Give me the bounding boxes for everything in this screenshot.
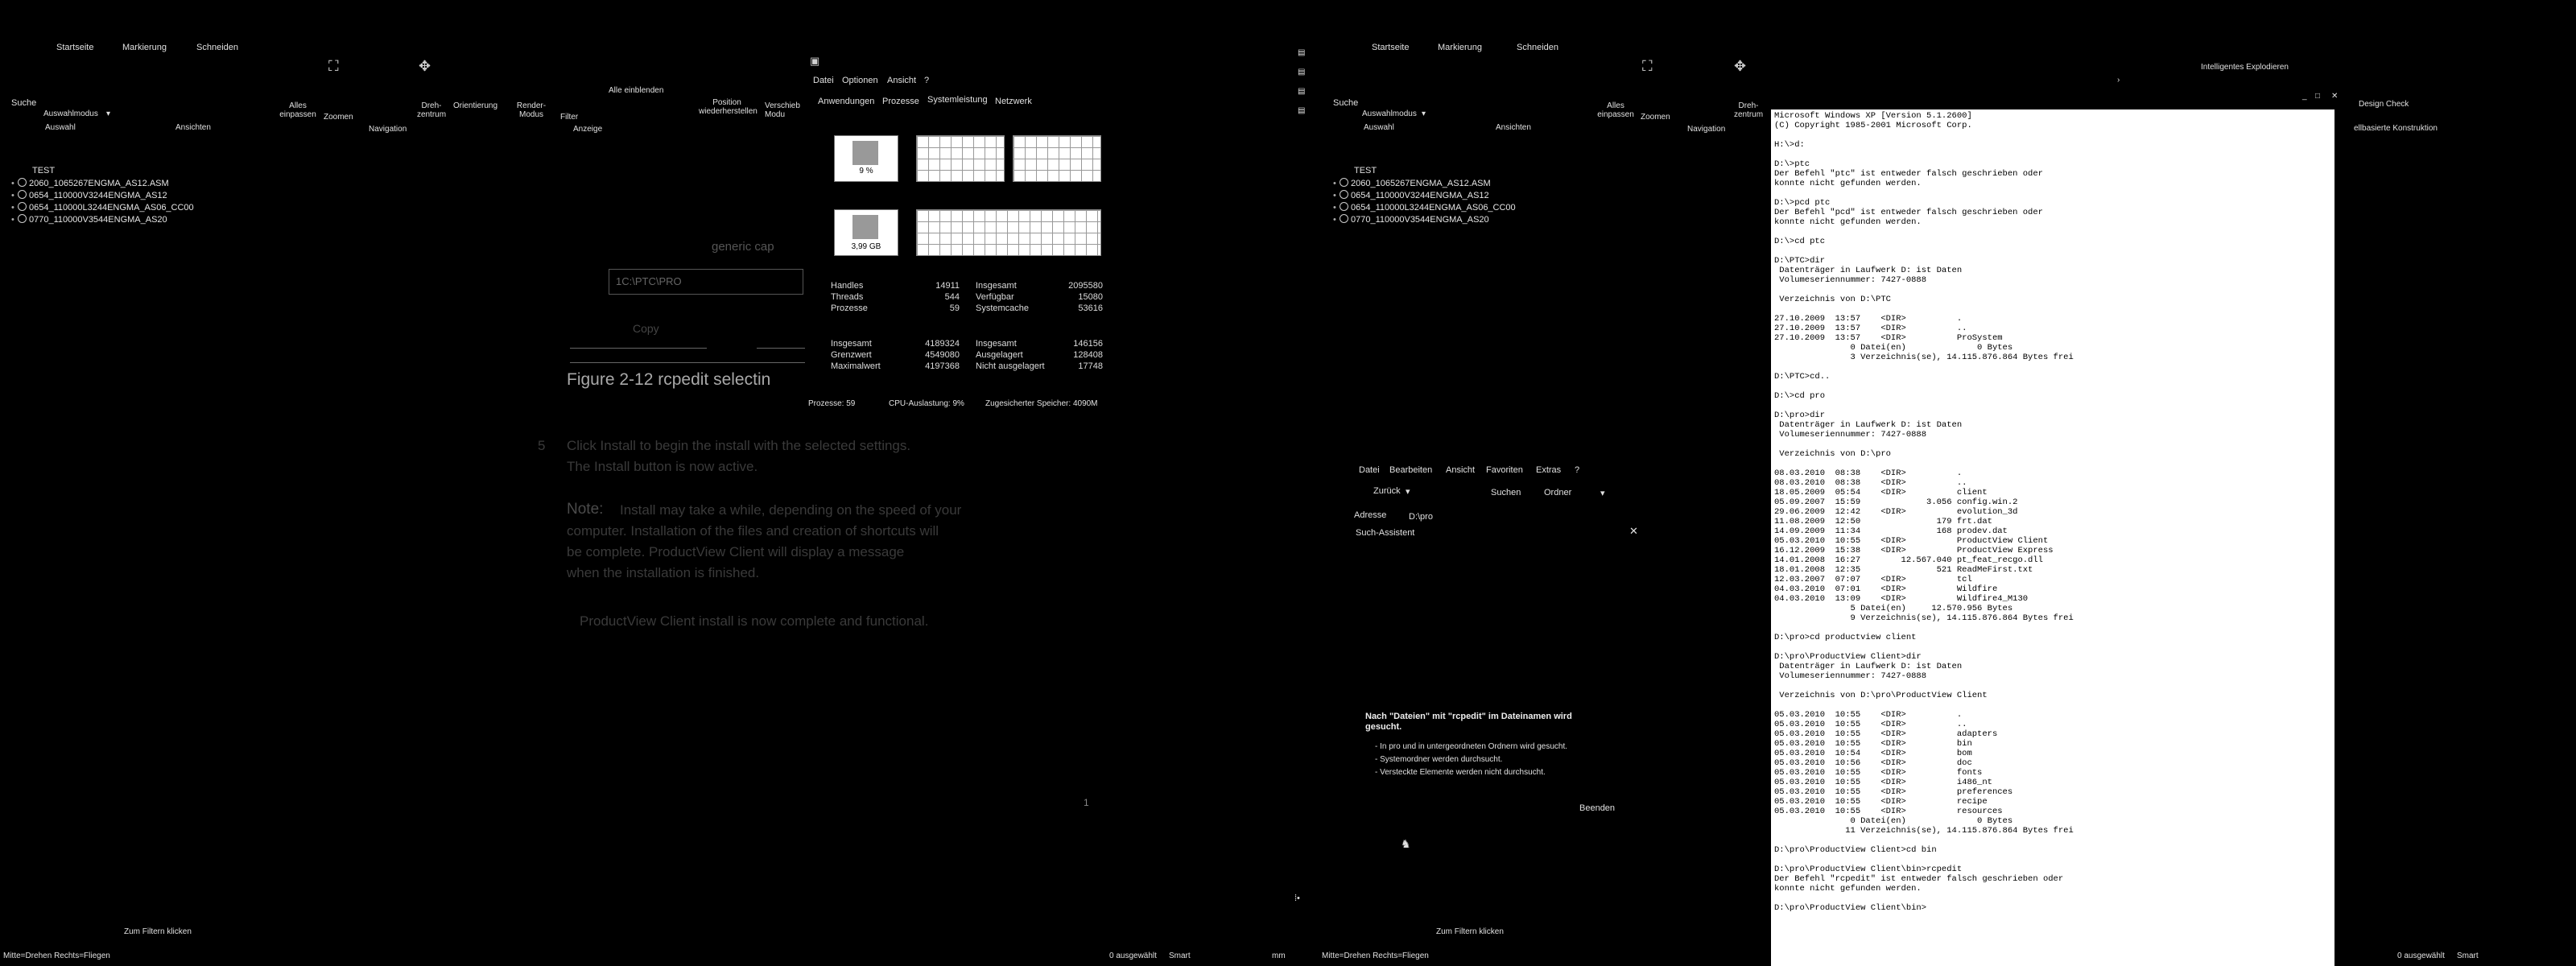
tree-item-label: 0654_110000L3244ENGMA_AS06_CC00 bbox=[1351, 203, 1516, 213]
search-label[interactable]: Suche bbox=[1333, 98, 1359, 108]
value: 14911 bbox=[935, 281, 960, 291]
console-line: D:\>cd ptc bbox=[1774, 237, 1826, 246]
selection-group-label: Auswahl bbox=[45, 123, 76, 132]
assembly-icon bbox=[18, 190, 27, 199]
console-line: 14.09.2009 11:34 168 prodev.dat bbox=[1774, 526, 2008, 536]
status-commit: Zugesicherter Speicher: 4090M bbox=[985, 399, 1098, 408]
fit-all-icon[interactable]: ⛶ bbox=[1642, 58, 1653, 74]
quick-access-icon[interactable]: ▤ bbox=[1298, 87, 1306, 96]
spin-center-button[interactable]: Dreh-zentrum bbox=[1733, 101, 1764, 119]
console-line: Der Befehl "ptc" ist entweder falsch geschrieben oder bbox=[1774, 169, 2043, 179]
console-line: 0 Datei(en) 0 Bytes bbox=[1774, 343, 2013, 353]
address-label: Adresse bbox=[1354, 510, 1387, 520]
console-line: D:\pro\ProductView Client\bin>rcpedit bbox=[1774, 865, 1963, 874]
console-line bbox=[1774, 681, 2331, 691]
chevron-down-icon[interactable]: ▾ bbox=[106, 109, 111, 118]
tree-item[interactable]: • 2060_1065267ENGMA_AS12.ASM bbox=[11, 179, 169, 188]
assembly-icon bbox=[18, 214, 27, 223]
cpu-usage-box bbox=[834, 135, 898, 182]
search-assistant-title: Such-Assistent bbox=[1356, 528, 1415, 538]
ribbon-tab-startseite[interactable]: Startseite bbox=[1372, 43, 1410, 52]
note-text: computer. Installation of the files and creation of shortcuts will bbox=[567, 523, 939, 539]
show-all-button[interactable]: Alle einblenden bbox=[609, 86, 664, 95]
status-bar-left: Mitte=Drehen Rechts=Fliegen bbox=[3, 952, 110, 960]
assembly-icon bbox=[1340, 190, 1348, 199]
menu-extras[interactable]: Extras bbox=[1536, 465, 1562, 475]
value: 15080 bbox=[1078, 292, 1103, 302]
console-line: 18.01.2008 12:35 521 ReadMeFirst.txt bbox=[1774, 565, 2033, 575]
memory-bar bbox=[852, 215, 878, 239]
console-line: 05.03.2010 10:55 <DIR> . bbox=[1774, 710, 1963, 720]
fit-all-button[interactable]: Alles einpassen bbox=[1597, 101, 1634, 119]
views-group-label: Ansichten bbox=[175, 123, 211, 132]
commit-charge-table bbox=[831, 338, 960, 372]
status-cpu: CPU-Auslastung: 9% bbox=[889, 399, 964, 408]
tree-item[interactable]: • 0654_110000V3244ENGMA_AS12 bbox=[11, 191, 167, 200]
console-line: Volumeseriennummer: 7427-0888 bbox=[1774, 430, 1927, 440]
spin-center-button[interactable]: Dreh-zentrum bbox=[416, 101, 447, 119]
console-line: konnte nicht gefunden werden. bbox=[1774, 217, 1922, 227]
label: Insgesamt bbox=[976, 281, 1017, 291]
console-line: 5 Datei(en) 12.570.956 Bytes bbox=[1774, 604, 2013, 613]
navigation-group-label: Navigation bbox=[1687, 125, 1726, 134]
address-input[interactable]: D:\pro bbox=[1409, 512, 1433, 522]
figure-caption: Figure 2-12 rcpedit selectin bbox=[567, 370, 771, 389]
console-line: 27.10.2009 13:57 <DIR> .. bbox=[1774, 324, 1967, 333]
tree-item-label: 0654_110000V3244ENGMA_AS12 bbox=[1351, 191, 1489, 200]
console-line bbox=[1774, 836, 2331, 845]
tree-item[interactable]: • 0654_110000L3244ENGMA_AS06_CC00 bbox=[11, 203, 194, 213]
memory-history-graph bbox=[916, 209, 1101, 256]
console-line: Datenträger in Laufwerk D: ist Daten bbox=[1774, 266, 1963, 275]
menu-datei[interactable]: Datei bbox=[1359, 465, 1380, 475]
orientation-button[interactable]: Orientierung bbox=[453, 101, 498, 110]
note-text: be complete. ProductView Client will display a message bbox=[567, 544, 905, 559]
value: 128408 bbox=[1073, 350, 1103, 360]
chevron-down-icon[interactable]: ▾ bbox=[1406, 487, 1410, 497]
console-line: 05.03.2010 10:54 <DIR> bom bbox=[1774, 749, 1972, 758]
console-line bbox=[1774, 700, 2331, 710]
console-line bbox=[1774, 623, 2331, 633]
label: Prozesse bbox=[831, 303, 868, 313]
status-selected: 0 ausgewählt bbox=[1109, 952, 1157, 960]
assembly-icon bbox=[1340, 202, 1348, 211]
tree-item-label: 2060_1065267ENGMA_AS12.ASM bbox=[29, 179, 169, 188]
cpu-history-graph bbox=[916, 135, 1005, 182]
assembly-icon bbox=[18, 202, 27, 211]
console-line: 05.03.2010 10:55 <DIR> bin bbox=[1774, 739, 1972, 749]
render-mode-button[interactable]: Render-Modus bbox=[516, 101, 547, 119]
console-line bbox=[1774, 401, 2331, 411]
note-text: Install may take a while, depending on the speed of your bbox=[620, 502, 962, 518]
maximize-icon[interactable]: □ bbox=[2315, 92, 2321, 101]
search-button[interactable]: Suchen bbox=[1491, 488, 1521, 497]
label: Grenzwert bbox=[831, 350, 872, 360]
ribbon-tab-schneiden[interactable]: Schneiden bbox=[196, 43, 238, 52]
value: 4189324 bbox=[925, 339, 960, 349]
search-result-item: - Systemordner werden durchsucht. bbox=[1375, 755, 1503, 764]
selection-mode-dropdown[interactable]: Auswahlmodus bbox=[43, 109, 98, 118]
console-line: 16.12.2009 15:38 <DIR> ProductView Express bbox=[1774, 546, 2054, 555]
step-number: 5 bbox=[538, 438, 546, 453]
tab-anwendungen[interactable]: Anwendungen bbox=[818, 97, 875, 106]
chevron-down-icon[interactable]: ▾ bbox=[1600, 489, 1605, 498]
ribbon-tab-schneiden[interactable]: Schneiden bbox=[1517, 43, 1558, 52]
console-line: Verzeichnis von D:\pro bbox=[1774, 449, 1891, 459]
cpu-usage-label: 9 % bbox=[859, 167, 873, 175]
label: Threads bbox=[831, 292, 864, 302]
assembly-icon bbox=[1340, 178, 1348, 187]
console-line: 11 Verzeichnis(se), 14.115.876.864 Bytes frei bbox=[1774, 826, 2074, 836]
tree-root[interactable]: TEST bbox=[1354, 166, 1377, 175]
console-line: 05.03.2010 10:55 <DIR> preferences bbox=[1774, 787, 2013, 797]
console-line: 05.03.2010 10:55 <DIR> fonts bbox=[1774, 768, 1983, 778]
filter-hint[interactable]: Zum Filtern klicken bbox=[124, 927, 192, 936]
value: 4549080 bbox=[925, 350, 960, 360]
folders-button[interactable]: Ordner bbox=[1544, 488, 1572, 497]
console-line: 04.03.2010 07:01 <DIR> Wildfire bbox=[1774, 584, 1998, 594]
close-icon[interactable]: ✕ bbox=[2331, 92, 2339, 101]
console-line: 08.03.2010 08:38 <DIR> .. bbox=[1774, 478, 1967, 488]
console-line: D:\pro\ProductView Client\bin> bbox=[1774, 903, 1927, 913]
fit-all-icon[interactable]: ⛶ bbox=[328, 58, 339, 74]
status-selected: 0 ausgewählt bbox=[2397, 952, 2445, 960]
cpu-bar bbox=[852, 141, 878, 165]
console-line: D:\pro\ProductView Client>dir bbox=[1774, 652, 1922, 662]
label: Ausgelagert bbox=[976, 350, 1023, 360]
console-line: H:\>d: bbox=[1774, 140, 1805, 150]
quick-access-icon[interactable]: ▤ bbox=[1298, 48, 1306, 57]
console-line: 05.03.2010 10:55 <DIR> ProductView Client bbox=[1774, 536, 2049, 546]
console-line: D:\>cd pro bbox=[1774, 391, 1826, 401]
console-line: D:\PTC>dir bbox=[1774, 256, 1826, 266]
command-prompt[interactable] bbox=[1771, 109, 2334, 966]
tree-item[interactable]: • 0654_110000L3244ENGMA_AS06_CC00 bbox=[1333, 203, 1516, 213]
status-units: mm bbox=[1272, 952, 1286, 960]
console-line bbox=[1774, 855, 2331, 865]
console-line: 05.03.2010 10:56 <DIR> doc bbox=[1774, 758, 1972, 768]
console-line bbox=[1774, 130, 2331, 140]
cell-construction-label: ellbasierte Konstruktion bbox=[2354, 124, 2438, 133]
back-button[interactable]: Zurück bbox=[1373, 486, 1401, 496]
spin-center-icon[interactable]: ✥ bbox=[1734, 58, 1747, 74]
chevron-down-icon[interactable]: ▾ bbox=[1422, 109, 1426, 118]
menu-favoriten[interactable]: Favoriten bbox=[1486, 465, 1523, 475]
task-manager-icon: ▣ bbox=[810, 55, 820, 67]
console-line: Der Befehl "rcpedit" ist entweder falsch geschrieben oder bbox=[1774, 874, 2064, 884]
ribbon-tab-markierung[interactable]: Markierung bbox=[122, 43, 167, 52]
step-text-2: The Install button is now active. bbox=[567, 459, 758, 474]
search-dog-icon: ♞ bbox=[1401, 837, 1411, 850]
menu-help[interactable]: ? bbox=[1575, 465, 1580, 475]
display-group-label: Anzeige bbox=[573, 125, 603, 134]
label: Insgesamt bbox=[976, 339, 1017, 349]
console-line: D:\pro>cd productview client bbox=[1774, 633, 1917, 642]
console-line: D:\PTC>cd.. bbox=[1774, 372, 1831, 382]
tree-item[interactable]: • 0770_110000V3544ENGMA_AS20 bbox=[1333, 215, 1489, 225]
menu-ansicht[interactable]: Ansicht bbox=[887, 76, 917, 85]
label: Insgesamt bbox=[831, 339, 872, 349]
console-line bbox=[1774, 150, 2331, 159]
spin-center-icon[interactable]: ✥ bbox=[419, 58, 431, 74]
menu-datei[interactable]: Datei bbox=[813, 76, 834, 85]
page-mark: 1 bbox=[1084, 797, 1089, 808]
selection-group-label: Auswahl bbox=[1364, 123, 1394, 132]
console-line: 3 Verzeichnis(se), 14.115.876.864 Bytes frei bbox=[1774, 353, 2074, 362]
physical-memory-table bbox=[976, 280, 1103, 314]
console-line: D:\pro>dir bbox=[1774, 411, 1826, 420]
totals-table bbox=[831, 280, 960, 314]
console-line: D:\pro\ProductView Client>cd bin bbox=[1774, 845, 1937, 855]
divider bbox=[757, 348, 805, 349]
tab-netzwerk[interactable]: Netzwerk bbox=[995, 97, 1032, 106]
label: Nicht ausgelagert bbox=[976, 361, 1045, 371]
chevron-right-icon[interactable]: › bbox=[2117, 76, 2120, 85]
doc-input-box bbox=[609, 269, 803, 295]
menu-ansicht[interactable]: Ansicht bbox=[1446, 465, 1476, 475]
label: Verfügbar bbox=[976, 292, 1014, 302]
console-line: konnte nicht gefunden werden. bbox=[1774, 179, 1922, 188]
smart-explode-button[interactable]: Intelligentes Explodieren bbox=[2201, 63, 2289, 72]
console-line: 05.03.2010 10:55 <DIR> i486_nt bbox=[1774, 778, 1992, 787]
console-line: D:\>pcd ptc bbox=[1774, 198, 1831, 208]
console-line: 27.10.2009 13:57 <DIR> ProSystem bbox=[1774, 333, 2003, 343]
console-line bbox=[1774, 459, 2331, 469]
zoom-button[interactable]: Zoomen bbox=[324, 113, 353, 122]
label: Maximalwert bbox=[831, 361, 881, 371]
console-line: Volumeseriennummer: 7427-0888 bbox=[1774, 275, 1927, 285]
step-text: Click Install to begin the install with the selected settings. bbox=[567, 438, 911, 453]
console-line bbox=[1774, 362, 2331, 372]
console-line bbox=[1774, 304, 2331, 314]
console-line: 29.06.2009 12:42 <DIR> evolution_3d bbox=[1774, 507, 2018, 517]
tab-systemleistung[interactable]: Systemleistung bbox=[927, 95, 988, 105]
tree-item-label: 2060_1065267ENGMA_AS12.ASM bbox=[1351, 179, 1491, 188]
search-result-item: - Versteckte Elemente werden nicht durchsucht. bbox=[1375, 768, 1546, 777]
console-line: 04.03.2010 13:09 <DIR> Wildfire4_M130 bbox=[1774, 594, 2029, 604]
tree-root[interactable]: TEST bbox=[32, 166, 56, 175]
kernel-memory-table bbox=[976, 338, 1103, 372]
console-line: (C) Copyright 1985-2001 Microsoft Corp. bbox=[1774, 121, 1972, 130]
tree-item[interactable]: • 2060_1065267ENGMA_AS12.ASM bbox=[1333, 179, 1491, 188]
divider bbox=[570, 348, 707, 349]
value: 17748 bbox=[1078, 361, 1103, 371]
doc-fragment: generic cap bbox=[712, 240, 774, 254]
status-smart: Smart bbox=[1169, 952, 1191, 960]
move-mode-button[interactable]: Verschieb Modu bbox=[765, 101, 800, 119]
note-text: when the installation is finished. bbox=[567, 565, 760, 580]
console-line: 18.05.2009 05:54 <DIR> client bbox=[1774, 488, 1988, 497]
filter-hint[interactable]: Zum Filtern klicken bbox=[1436, 927, 1504, 936]
console-line: 0 Datei(en) 0 Bytes bbox=[1774, 816, 2013, 826]
tab-prozesse[interactable]: Prozesse bbox=[882, 97, 919, 106]
console-line: 12.03.2007 07:07 <DIR> tcl bbox=[1774, 575, 1972, 584]
filter-button[interactable]: Filter bbox=[560, 113, 579, 122]
tree-item-label: 0654_110000L3244ENGMA_AS06_CC00 bbox=[29, 203, 194, 213]
console-line bbox=[1774, 246, 2331, 256]
console-line: 05.09.2007 15:59 3.056 config.win.2 bbox=[1774, 497, 2018, 507]
value: 59 bbox=[949, 303, 960, 313]
console-line: 08.03.2010 08:38 <DIR> . bbox=[1774, 469, 1963, 478]
console-line: 9 Verzeichnis(se), 14.115.876.864 Bytes frei bbox=[1774, 613, 2074, 623]
label: Handles bbox=[831, 281, 864, 291]
memory-usage-label: 3,99 GB bbox=[851, 242, 881, 251]
menu-optionen[interactable]: Optionen bbox=[842, 76, 878, 85]
status-bar-left: Mitte=Drehen Rechts=Fliegen bbox=[1322, 952, 1429, 960]
tree-item-label: 0770_110000V3544ENGMA_AS20 bbox=[1351, 215, 1489, 225]
menu-bearbeiten[interactable]: Bearbeiten bbox=[1389, 465, 1433, 475]
tree-item[interactable]: • 0770_110000V3544ENGMA_AS20 bbox=[11, 215, 167, 225]
console-line: 11.08.2009 12:50 179 frt.dat bbox=[1774, 517, 1992, 526]
fit-all-button[interactable]: Alles einpassen bbox=[279, 101, 316, 119]
doc-field: Copy bbox=[633, 322, 659, 335]
ribbon-tab-markierung[interactable]: Markierung bbox=[1438, 43, 1483, 52]
design-check-button[interactable]: Design Check bbox=[2359, 100, 2409, 109]
value: 4197368 bbox=[925, 361, 960, 371]
ribbon-tab-startseite[interactable]: Startseite bbox=[56, 43, 94, 52]
tree-item-label: 0654_110000V3244ENGMA_AS12 bbox=[29, 191, 167, 200]
assembly-icon bbox=[1340, 214, 1348, 223]
menu-help[interactable]: ? bbox=[924, 76, 930, 85]
value: 2095580 bbox=[1068, 281, 1103, 291]
console-line bbox=[1774, 440, 2331, 449]
value: 544 bbox=[944, 292, 960, 302]
views-group-label: Ansichten bbox=[1496, 123, 1531, 132]
footer-text: ProductView Client install is now complete and functional. bbox=[580, 613, 929, 629]
label: Systemcache bbox=[976, 303, 1030, 313]
tree-item-label: 0770_110000V3544ENGMA_AS20 bbox=[29, 215, 167, 225]
close-icon[interactable]: ✕ bbox=[1629, 525, 1638, 537]
finish-button[interactable]: Beenden bbox=[1579, 803, 1616, 813]
minimize-icon[interactable]: _ bbox=[2302, 92, 2307, 101]
console-line: Microsoft Windows XP [Version 5.1.2600] bbox=[1774, 111, 1972, 121]
grid-icon[interactable]: ⁞• bbox=[1294, 894, 1300, 903]
console-line: Verzeichnis von D:\pro\ProductView Client bbox=[1774, 691, 1988, 700]
console-line bbox=[1774, 188, 2331, 198]
console-line: Volumeseriennummer: 7427-0888 bbox=[1774, 671, 1927, 681]
quick-access-icon[interactable]: ▤ bbox=[1298, 106, 1306, 115]
quick-access-icon[interactable]: ▤ bbox=[1298, 68, 1306, 76]
tree-item[interactable]: • 0654_110000V3244ENGMA_AS12 bbox=[1333, 191, 1489, 200]
search-result-item: - In pro und in untergeordneten Ordnern wird gesucht. bbox=[1375, 742, 1568, 751]
console-line: 05.03.2010 10:55 <DIR> .. bbox=[1774, 720, 1967, 729]
console-line: 27.10.2009 13:57 <DIR> . bbox=[1774, 314, 1963, 324]
divider bbox=[570, 362, 805, 363]
selection-mode-dropdown[interactable]: Auswahlmodus bbox=[1362, 109, 1417, 118]
restore-position-button[interactable]: Position wiederherstellen bbox=[699, 98, 758, 116]
search-label[interactable]: Suche bbox=[11, 98, 37, 108]
doc-input-text: 1C:\PTC\PRO bbox=[616, 275, 682, 287]
note-label: Note: bbox=[567, 501, 604, 518]
console-line bbox=[1774, 285, 2331, 295]
navigation-group-label: Navigation bbox=[369, 125, 407, 134]
console-line: 05.03.2010 10:55 <DIR> recipe bbox=[1774, 797, 1988, 807]
console-line bbox=[1774, 642, 2331, 652]
value: 146156 bbox=[1073, 339, 1103, 349]
console-line: Der Befehl "pcd" ist entweder falsch geschrieben oder bbox=[1774, 208, 2043, 217]
cpu-history-graph-2 bbox=[1013, 135, 1101, 182]
search-result-title: Nach "Dateien" mit "rcpedit" im Dateinamen wird gesucht. bbox=[1365, 712, 1572, 732]
zoom-button[interactable]: Zoomen bbox=[1641, 113, 1670, 122]
console-line: Datenträger in Laufwerk D: ist Daten bbox=[1774, 662, 1963, 671]
status-smart: Smart bbox=[2457, 952, 2479, 960]
value: 53616 bbox=[1078, 303, 1103, 313]
console-line bbox=[1774, 227, 2331, 237]
console-line: 05.03.2010 10:55 <DIR> adapters bbox=[1774, 729, 1998, 739]
console-line: konnte nicht gefunden werden. bbox=[1774, 884, 1922, 894]
console-line: Verzeichnis von D:\PTC bbox=[1774, 295, 1891, 304]
assembly-icon bbox=[18, 178, 27, 187]
memory-usage-box bbox=[834, 209, 898, 256]
console-line: Datenträger in Laufwerk D: ist Daten bbox=[1774, 420, 1963, 430]
console-line: D:\>ptc bbox=[1774, 159, 1810, 169]
status-processes: Prozesse: 59 bbox=[808, 399, 856, 408]
console-line bbox=[1774, 382, 2331, 391]
console-line bbox=[1774, 894, 2331, 903]
console-line: 05.03.2010 10:55 <DIR> resources bbox=[1774, 807, 2003, 816]
console-line: 14.01.2008 16:27 12.567.040 pt_feat_recgo.dll bbox=[1774, 555, 2043, 565]
